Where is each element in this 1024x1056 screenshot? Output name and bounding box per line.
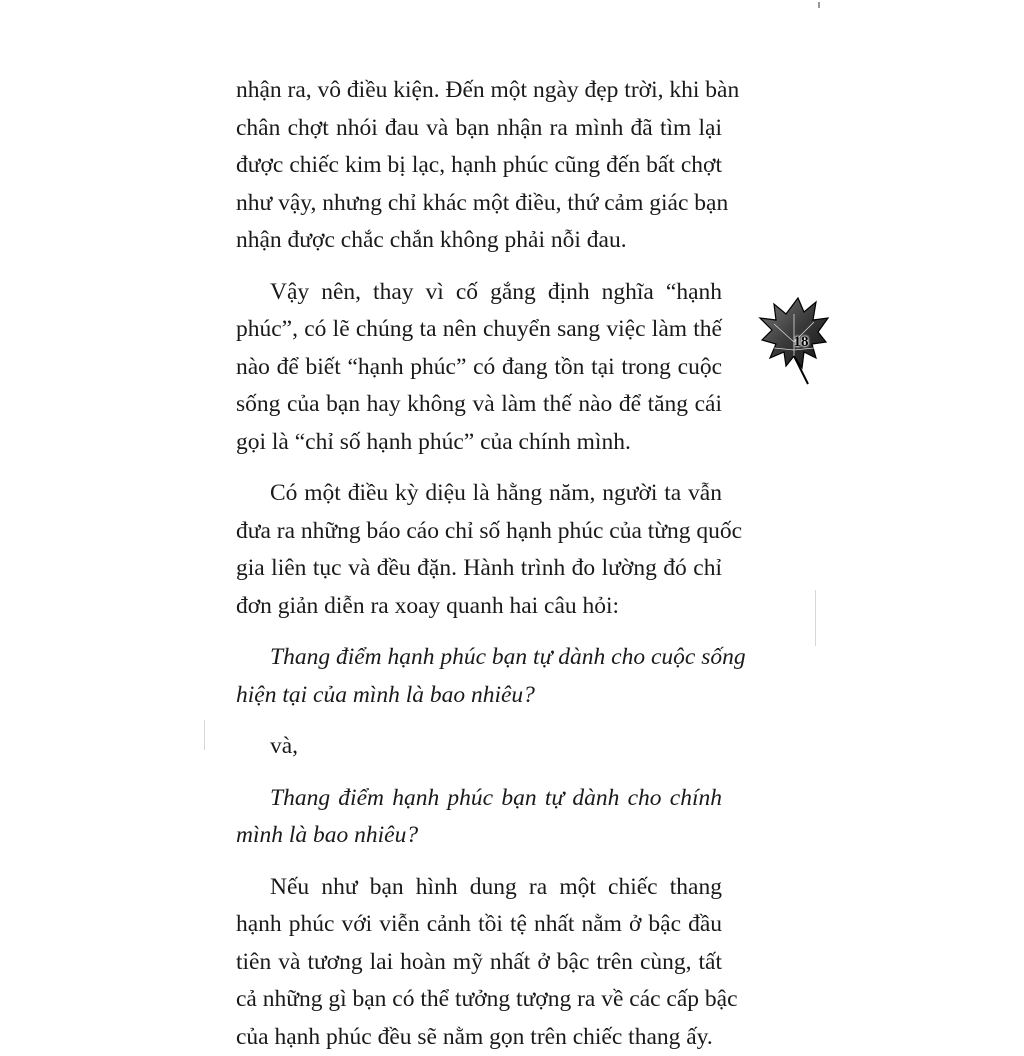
paragraph bbox=[236, 728, 722, 766]
text-line: nhận được chắc chắn không phải nỗi đau. bbox=[236, 222, 722, 260]
text-line: Thang điểm hạnh phúc bạn tự dành cho chính bbox=[236, 780, 722, 818]
text-line: cả những gì bạn có thể tưởng tượng ra về các cấp bậc bbox=[236, 981, 722, 1019]
text-line: được chiếc kim bị lạc, hạnh phúc cũng đến bất chợt bbox=[236, 147, 722, 185]
text-line: chân chợt nhói đau và bạn nhận ra mình đã tìm lại bbox=[236, 110, 722, 148]
text-line: của hạnh phúc đều sẽ nằm gọn trên chiếc thang ấy. bbox=[236, 1019, 722, 1056]
body-text bbox=[236, 72, 722, 1056]
quote-paragraph bbox=[236, 639, 722, 714]
text-line: Nếu như bạn hình dung ra một chiếc thang bbox=[236, 869, 722, 907]
text-line: Vậy nên, thay vì cố gắng định nghĩa “hạnh bbox=[236, 274, 722, 312]
scan-edge-mark bbox=[815, 590, 816, 646]
text-line: nhận ra, vô điều kiện. Đến một ngày đẹp trời, khi bàn bbox=[236, 72, 722, 110]
page-number: 18 bbox=[786, 334, 816, 351]
scan-edge-mark bbox=[818, 2, 820, 8]
text-line: tiên và tương lai hoàn mỹ nhất ở bậc trên cùng, tất bbox=[236, 944, 722, 982]
text-line: Thang điểm hạnh phúc bạn tự dành cho cuộc sống bbox=[236, 639, 722, 677]
text-line: gia liên tục và đều đặn. Hành trình đo lường đó chỉ bbox=[236, 550, 722, 588]
text-line: sống của bạn hay không và làm thế nào để tăng cái bbox=[236, 386, 722, 424]
text-line: nào để biết “hạnh phúc” có đang tồn tại trong cuộc bbox=[236, 349, 722, 387]
text-line: phúc”, có lẽ chúng ta nên chuyển sang việc làm thế bbox=[236, 311, 722, 349]
text-line: mình là bao nhiêu? bbox=[236, 817, 722, 855]
text-line: Có một điều kỳ diệu là hằng năm, người ta vẫn bbox=[236, 475, 722, 513]
text-line: gọi là “chỉ số hạnh phúc” của chính mình. bbox=[236, 424, 722, 462]
text-line: hạnh phúc với viễn cảnh tồi tệ nhất nằm ở bậc đầu bbox=[236, 906, 722, 944]
paragraph bbox=[236, 72, 722, 260]
text-line: đơn giản diễn ra xoay quanh hai câu hỏi: bbox=[236, 588, 722, 626]
paragraph bbox=[236, 869, 722, 1056]
scan-edge-mark bbox=[204, 720, 205, 750]
text-line: và, bbox=[236, 728, 722, 766]
text-line: như vậy, nhưng chỉ khác một điều, thứ cảm giác bạn bbox=[236, 185, 722, 223]
text-line: đưa ra những báo cáo chỉ số hạnh phúc của từng quốc bbox=[236, 513, 722, 551]
paragraph bbox=[236, 475, 722, 625]
quote-paragraph bbox=[236, 780, 722, 855]
paragraph bbox=[236, 274, 722, 462]
text-line: hiện tại của mình là bao nhiêu? bbox=[236, 677, 722, 715]
